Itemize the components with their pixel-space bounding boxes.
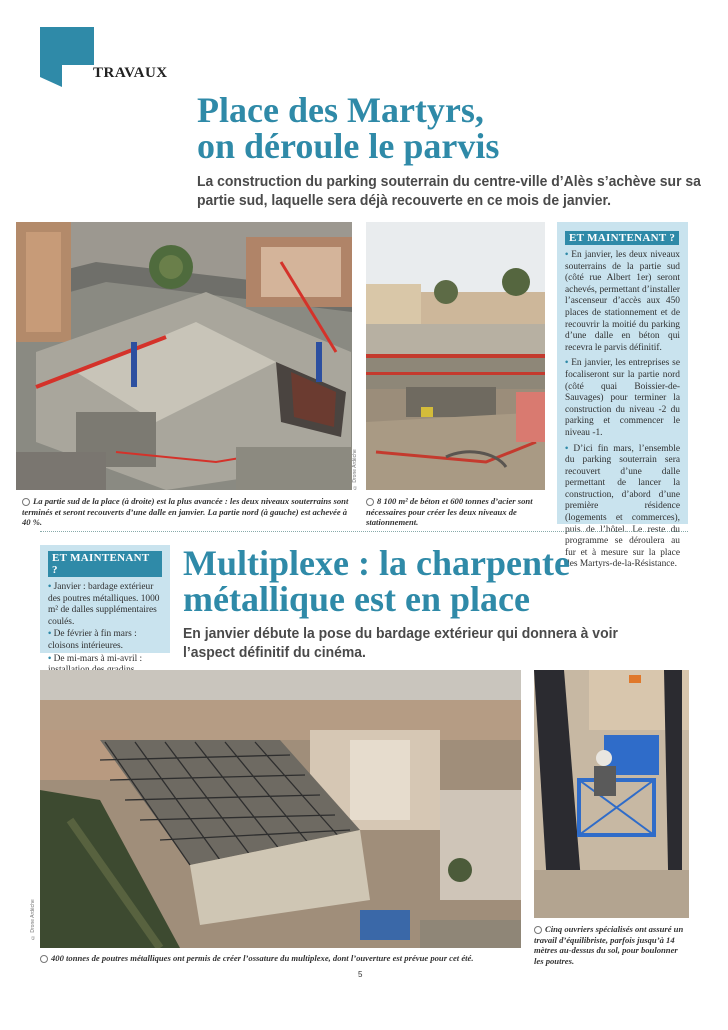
article2-title-line1: Multiplexe : la charpente bbox=[183, 543, 570, 583]
camera-icon bbox=[40, 955, 48, 963]
caption-aerial bbox=[22, 496, 352, 528]
article1-infobox bbox=[557, 222, 688, 570]
caption-parking bbox=[366, 496, 546, 528]
caption-multiplex bbox=[40, 953, 521, 964]
caption-text: 8 100 m² de béton et 600 tonnes d’acier sont nécessaires pour créer les deux niveaux de stationnement. bbox=[366, 496, 533, 527]
article1-title-line2: on déroule le parvis bbox=[197, 126, 500, 166]
section-divider bbox=[40, 531, 688, 532]
article2-infobox bbox=[40, 545, 170, 664]
article2-title bbox=[183, 545, 570, 617]
infobox-item: • De février à fin mars : cloisons intérieures. bbox=[48, 629, 137, 651]
infobox-item-text: D’ici fin mars, l’ensemble du parking souterrain sera recouvert d’une dalle permettant de lancer la construction, d’abord d’une première résidence (logements et commerces), puis de l’hôtel. Le reste du programme se déroulera au fur et à mesure sur la place des Martyrs-de-la-Résistance. bbox=[565, 443, 681, 570]
caption-text: Cinq ouvriers spécialisés ont assuré un travail d’équilibriste, parfois jusqu’à 14 mètres au-dessus du sol, pour boulonner les poutres. bbox=[534, 924, 684, 966]
infobox-item-text: Janvier : bardage extérieur des poutres métalliques. 1000 m² de dalles supplémentaires coulés. bbox=[48, 582, 160, 627]
infobox-item: • En janvier, les deux niveaux souterrains de la partie sud (côté rue Albert 1er) seront achevés, permettant d’installer l’ascenseur d’accès aux 450 places de stationnement et de recouvrir la moitié du parking d’une dalle en béton qui recevra le parvis définitif. bbox=[565, 250, 680, 353]
infobox-item: • En janvier, les entreprises se focaliseront sur la partie nord (côté quai Boissier-de-Sauvages) pour terminer la construction du niveau -2 du parking et commencer le niveau -1. bbox=[565, 358, 680, 438]
section-label: TRAVAUX bbox=[93, 65, 168, 81]
article1-title-line1: Place des Martyrs, bbox=[197, 90, 484, 130]
photo-credit: © Drone Ardèche bbox=[30, 899, 36, 940]
photo-credit: © Drone Ardèche bbox=[352, 449, 358, 490]
page-number: 5 bbox=[358, 970, 363, 979]
infobox-item-text: En janvier, les deux niveaux souterrains de la partie sud (côté rue Albert 1er) seront achevés, permettant d’installer l’ascenseur d’accès aux 450 places de stationnement et de recouvrir la moitié du parking d’une dalle en béton qui recevra le parvis définitif. bbox=[565, 250, 680, 353]
infobox-title: ET MAINTENANT ? bbox=[565, 231, 679, 245]
caption-workers bbox=[534, 924, 689, 966]
camera-icon bbox=[534, 926, 542, 934]
infobox-item-text: De mi-mars à mi-avril : bbox=[53, 653, 143, 664]
aerial-site-photo bbox=[16, 222, 352, 490]
article1-subtitle: La construction du parking souterrain du centre-ville d’Alès s’achève sur sa partie sud, laquelle sera déjà recouverte en ce mois de janvier. bbox=[197, 173, 701, 209]
multiplex-frame-photo bbox=[40, 670, 521, 948]
caption-text: 400 tonnes de poutres métalliques ont permis de créer l’ossature du multiplexe, dont l’ouverture est prévue pour cet été. bbox=[51, 953, 474, 963]
infobox-item: • De mi-mars à mi-avril : bbox=[48, 654, 162, 677]
infobox-item-text: En janvier, les entreprises se focaliseront sur la partie nord (côté quai Boissier-de-Sauvages) pour terminer la construction du niveau -2 du parking et commencer le niveau -1. bbox=[565, 358, 680, 438]
parking-slab-photo bbox=[366, 222, 545, 490]
infobox-title: ET MAINTENANT ? bbox=[48, 551, 162, 577]
infobox-item-text: De février à fin mars : cloisons intérieures. bbox=[48, 629, 137, 651]
section-tab-mark bbox=[40, 27, 94, 87]
camera-icon bbox=[22, 498, 30, 506]
infobox-item: • Janvier : bardage extérieur des poutres métalliques. 1000 m² de dalles supplémentaires coulés. bbox=[48, 582, 160, 627]
infobox-item: • D’ici fin mars, l’ensemble du parking souterrain sera recouvert d’une dalle permettant de lancer la construction, d’abord d’une première résidence (logements et commerces), puis de l’hôtel. Le reste du programme se déroulera au fur et à mesure sur la place des Martyrs-de-la-Résistance. bbox=[565, 443, 681, 570]
article2-title-line2: métallique est en place bbox=[183, 579, 530, 619]
article2-subtitle: En janvier débute la pose du bardage extérieur qui donnera à voir l’aspect définitif du cinéma. bbox=[183, 625, 618, 661]
article1-title bbox=[197, 92, 499, 164]
camera-icon bbox=[366, 498, 374, 506]
worker-lift-photo bbox=[534, 670, 689, 918]
caption-text: La partie sud de la place (à droite) est la plus avancée : les deux niveaux souterrains sont terminés et seront recouverts d’une dalle en janvier. La partie nord (à gauche) est achevée à 40 %. bbox=[22, 496, 349, 527]
